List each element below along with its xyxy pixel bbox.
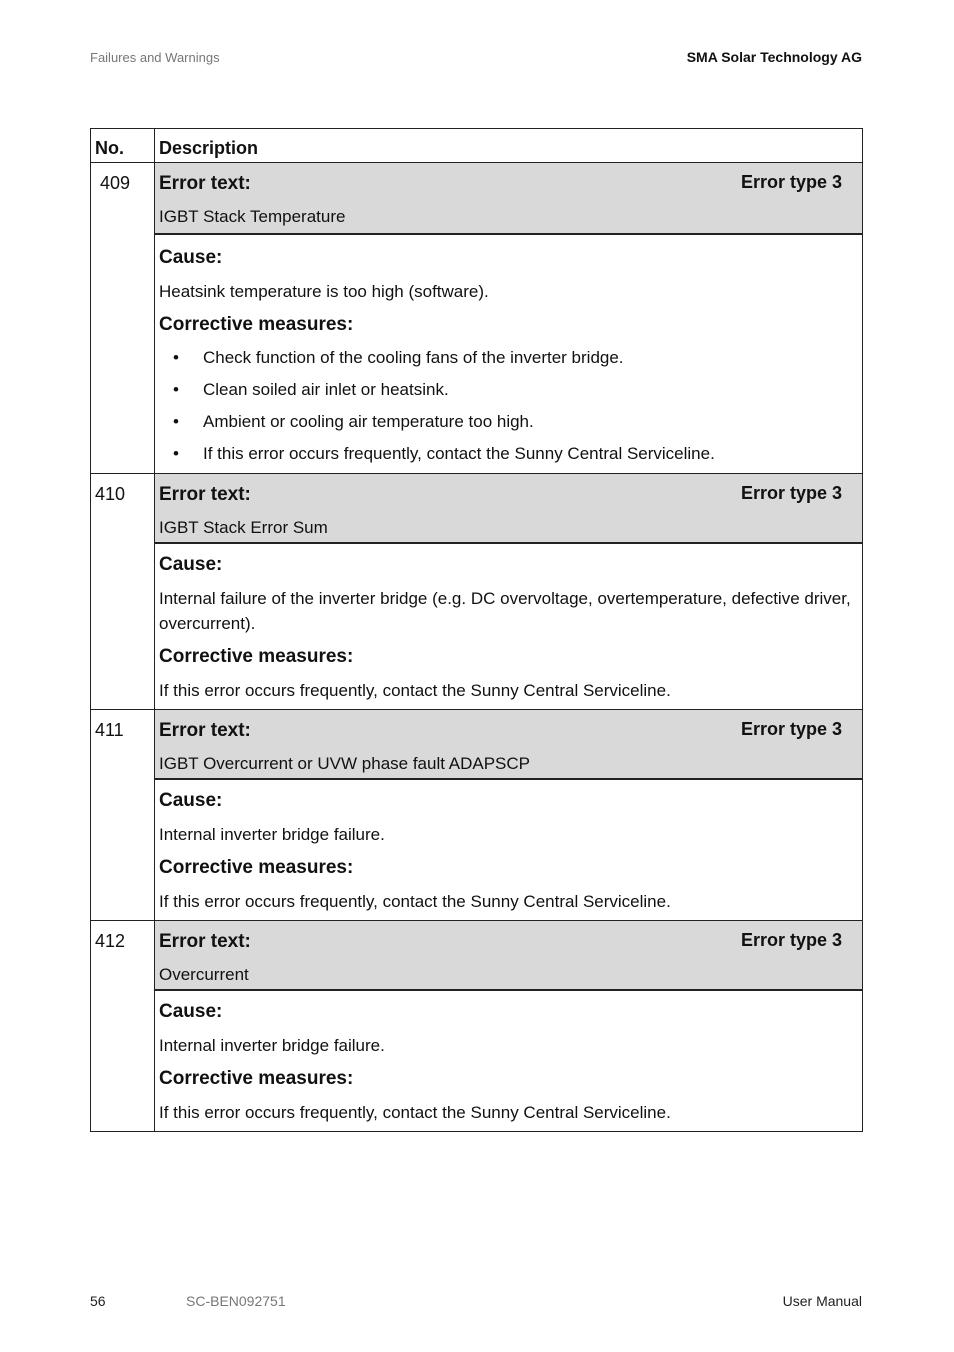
error-text-value: IGBT Overcurrent or UVW phase fault ADAPSCP [159, 754, 530, 773]
table-row [91, 921, 863, 991]
cause-label: Cause: [159, 554, 223, 575]
table-row [91, 780, 863, 921]
error-type: Error type 3 [740, 930, 842, 950]
page-number: 56 [90, 1293, 106, 1309]
error-head-cell [155, 163, 863, 235]
list-item: • Check function of the cooling fans of the inverter bridge. [173, 348, 624, 367]
error-body-cell [155, 544, 863, 710]
table-header-row [91, 129, 863, 163]
error-number: 412 [91, 921, 155, 1132]
measure-text: If this error occurs frequently, contact the Sunny Central Serviceline. [159, 892, 671, 911]
cause-text: Heatsink temperature is too high (software). [159, 282, 489, 301]
cause-label: Cause: [159, 1001, 223, 1022]
cause-text: Internal failure of the inverter bridge (e.g. DC overvoltage, overtemperature, defective driver, overcurrent). [159, 589, 851, 633]
running-header-section: Failures and Warnings [90, 50, 220, 65]
error-text-label: Error text: [159, 720, 251, 741]
error-text-label: Error text: [159, 173, 251, 194]
error-head-cell [155, 710, 863, 780]
error-text-label: Error text: [159, 931, 251, 952]
measures-label: Corrective measures: [159, 1068, 354, 1089]
error-number: 411 [91, 710, 155, 921]
column-header-no: No. [91, 129, 155, 163]
document-id: SC-BEN092751 [186, 1293, 286, 1309]
running-header-company: SMA Solar Technology AG [686, 49, 862, 65]
table-row [91, 710, 863, 780]
error-text-value: Overcurrent [159, 965, 249, 984]
measure-text: If this error occurs frequently, contact the Sunny Central Serviceline. [159, 1103, 671, 1122]
list-item: • Ambient or cooling air temperature too high. [173, 412, 534, 431]
error-head-cell [155, 474, 863, 544]
table-row [91, 235, 863, 474]
error-text-value: IGBT Stack Error Sum [159, 518, 328, 537]
measure-text: If this error occurs frequently, contact the Sunny Central Serviceline. [159, 681, 671, 700]
measures-list [159, 346, 858, 466]
cause-text: Internal inverter bridge failure. [159, 1036, 385, 1055]
cause-label: Cause: [159, 247, 223, 268]
column-header-description: Description [155, 129, 863, 163]
table-row [91, 474, 863, 544]
error-head-cell [155, 921, 863, 991]
error-body-cell [155, 991, 863, 1132]
cause-text: Internal inverter bridge failure. [159, 825, 385, 844]
error-type: Error type 3 [740, 719, 842, 739]
error-body-cell [155, 235, 863, 474]
list-item: • If this error occurs frequently, contact the Sunny Central Serviceline. [173, 444, 715, 463]
error-type: Error type 3 [740, 172, 842, 192]
measures-label: Corrective measures: [159, 314, 354, 335]
error-text-label: Error text: [159, 484, 251, 505]
error-type: Error type 3 [740, 483, 842, 503]
table-row [91, 544, 863, 710]
document-type: User Manual [782, 1293, 862, 1309]
measures-label: Corrective measures: [159, 646, 354, 667]
error-number: 409 [91, 163, 155, 474]
error-number: 410 [91, 474, 155, 710]
error-body-cell [155, 780, 863, 921]
error-text-value: IGBT Stack Temperature [159, 207, 346, 226]
table-row [91, 991, 863, 1132]
error-table [90, 128, 863, 1132]
table-row [91, 163, 863, 235]
measures-label: Corrective measures: [159, 857, 354, 878]
cause-label: Cause: [159, 790, 223, 811]
list-item: • Clean soiled air inlet or heatsink. [173, 380, 449, 399]
